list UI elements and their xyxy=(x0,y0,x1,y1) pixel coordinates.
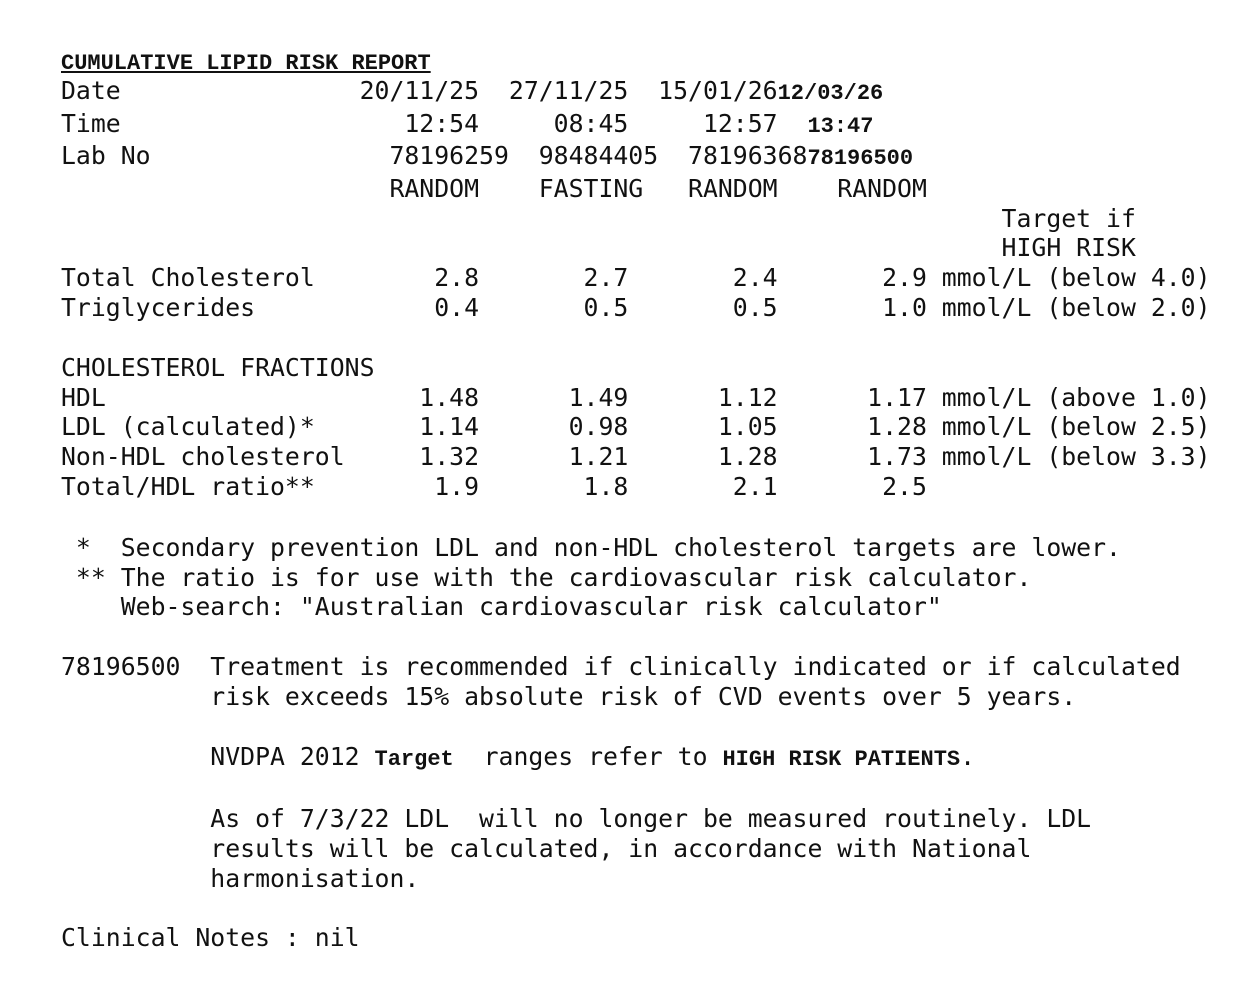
time-latest: 13:47 xyxy=(807,114,874,139)
ldl-notice-2: results will be calculated, in accordance with National xyxy=(61,834,1032,863)
nvdpa-text-e: . xyxy=(960,742,976,771)
treatment-line-2: risk exceeds 15% absolute risk of CVD events over 5 years. xyxy=(61,682,1077,711)
date-label: Date xyxy=(61,76,360,105)
target-header-2: HIGH RISK xyxy=(61,233,1136,262)
hdl-row: HDL 1.48 1.49 1.12 1.17 mmol/L (above 1.0) xyxy=(61,383,1211,412)
nvdpa-high-risk-bold: HIGH RISK PATIENTS xyxy=(722,747,961,772)
nvdpa-text-a: NVDPA 2012 xyxy=(61,742,375,771)
clinical-notes: Clinical Notes : nil xyxy=(61,923,360,952)
date-latest: 12/03/26 xyxy=(777,81,884,106)
treatment-line-1: 78196500 Treatment is recommended if clinically indicated or if calculated xyxy=(61,652,1181,681)
ratio-row: Total/HDL ratio** 1.9 1.8 2.1 2.5 xyxy=(61,472,927,501)
triglycerides-row: Triglycerides 0.4 0.5 0.5 1.0 mmol/L (below 2.0) xyxy=(61,293,1211,322)
lab-values: Lab No 78196259 98484405 78196368 xyxy=(61,141,808,170)
total-cholesterol-row: Total Cholesterol 2.8 2.7 2.4 2.9 mmol/L (below 4.0) xyxy=(61,263,1211,292)
report-title: CUMULATIVE LIPID RISK REPORT xyxy=(61,51,431,76)
ldl-notice-1: As of 7/3/22 LDL will no longer be measured routinely. LDL xyxy=(61,804,1092,833)
fractions-heading: CHOLESTEROL FRACTIONS xyxy=(61,353,375,382)
footnote-2: ** The ratio is for use with the cardiovascular risk calculator. xyxy=(61,563,1032,592)
ldl-row: LDL (calculated)* 1.14 0.98 1.05 1.28 mmol/L (below 2.5) xyxy=(61,412,1211,441)
nvdpa-text-c: ranges refer to xyxy=(453,742,723,771)
lab-row xyxy=(61,141,913,174)
ldl-notice-3: harmonisation. xyxy=(61,864,420,893)
footnote-1: * Secondary prevention LDL and non-HDL cholesterol targets are lower. xyxy=(61,533,1121,562)
nvdpa-target-bold: Target xyxy=(374,747,454,772)
report-title-line xyxy=(61,46,431,79)
non-hdl-row: Non-HDL cholesterol 1.32 1.21 1.28 1.73 mmol/L (below 3.3) xyxy=(61,442,1211,471)
nvdpa-line xyxy=(61,742,975,775)
sample-type-row: RANDOM FASTING RANDOM RANDOM xyxy=(61,174,927,203)
date-row xyxy=(61,76,883,109)
time-row xyxy=(61,109,873,142)
target-header-1: Target if xyxy=(61,204,1136,233)
time-values: Time 12:54 08:45 12:57 xyxy=(61,109,808,138)
footnote-3: Web-search: "Australian cardiovascular risk calculator" xyxy=(61,592,942,621)
lab-latest: 78196500 xyxy=(807,146,914,171)
date-values: 20/11/25 27/11/25 15/01/26 xyxy=(359,76,778,105)
